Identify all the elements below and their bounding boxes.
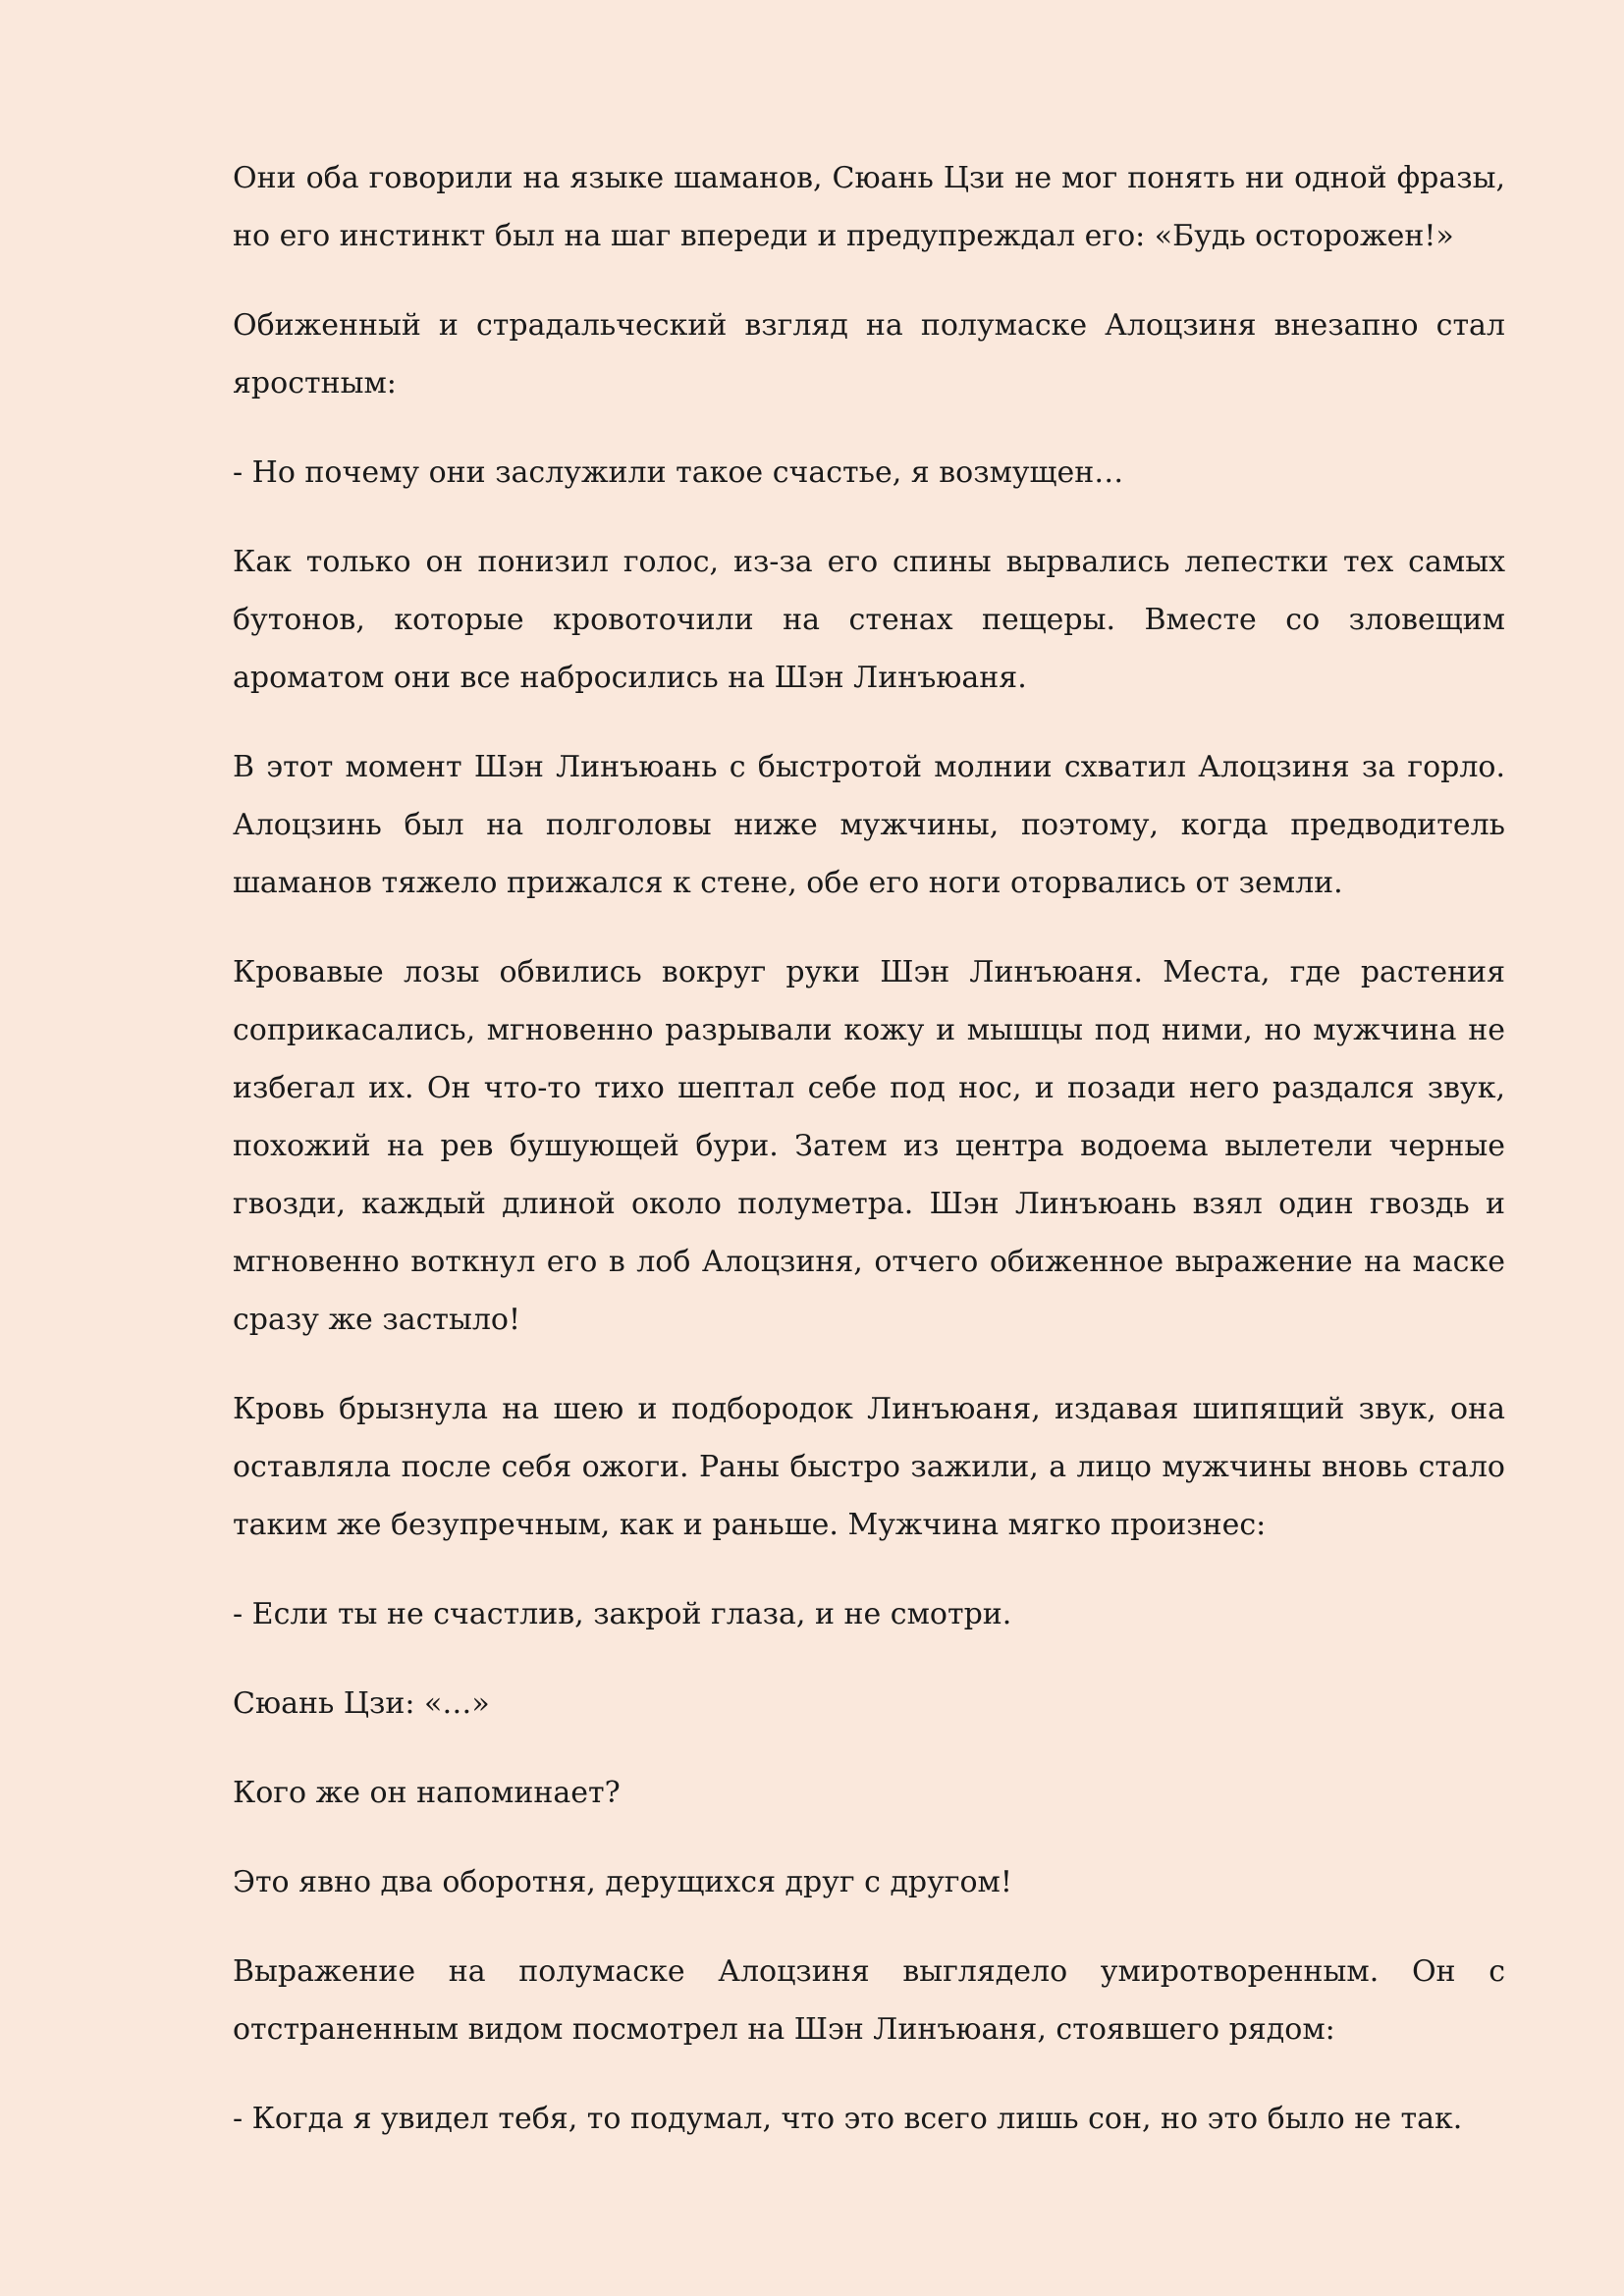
paragraph: Они оба говорили на языке шаманов, Сюань Цзи не мог понять ни одной фразы, но его инстинкт был на шаг впереди и предупреждал его: «Будь осторожен!» <box>233 161 1505 253</box>
paragraph: Это явно два оборотня, дерущихся друг с другом! <box>233 1865 1012 1899</box>
paragraph: Выражение на полумаске Алоцзиня выглядело умиротворенным. Он с отстраненным видом посмотрел на Шэн Линъюаня, стоявшего рядом: <box>233 1954 1505 2047</box>
paragraph: - Когда я увидел тебя, то подумал, что это всего лишь сон, но это было не так. <box>233 2102 1463 2136</box>
paragraph: Как только он понизил голос, из-за его спины вырвались лепестки тех самых бутонов, которые кровоточили на стенах пещеры. Вместе со зловещим ароматом они все набросились на Шэн Линъюаня. <box>233 545 1505 695</box>
paragraph: Кровавые лозы обвились вокруг руки Шэн Линъюаня. Места, где растения соприкасались, мгновенно разрывали кожу и мышцы под ними, но мужчина не избегал их. Он что-то тихо шептал себе под нос, и позади него раздался звук, похожий на рев бушующей бури. Затем из центра водоема вылетели черные гвозди, каждый длиной около полуметра. Шэн Линъюань взял один гвоздь и мгновенно воткнул его в лоб Алоцзиня, отчего обиженное выражение на маске сразу же застыло! <box>233 955 1505 1337</box>
paragraph: Кровь брызнула на шею и подбородок Линъюаня, издавая шипящий звук, она оставляла после себя ожоги. Раны быстро зажили, а лицо мужчины вновь стало таким же безупречным, как и раньше. Мужчина мягко произнес: <box>233 1392 1505 1542</box>
paragraph: Обиженный и страдальческий взгляд на полумаске Алоцзиня внезапно стал яростным: <box>233 308 1505 400</box>
paragraph: - Если ты не счастлив, закрой глаза, и не смотри. <box>233 1597 1012 1631</box>
paragraph: Кого же он напоминает? <box>233 1776 621 1810</box>
paragraph: В этот момент Шэн Линъюань с быстротой молнии схватил Алоцзиня за горло. Алоцзинь был на полголовы ниже мужчины, поэтому, когда предводитель шаманов тяжело прижался к стене, обе его ноги оторвались от земли. <box>233 750 1505 900</box>
paragraph: - Но почему они заслужили такое счастье, я возмущен… <box>233 455 1124 490</box>
document-page <box>233 149 1505 2179</box>
paragraph: Сюань Цзи: «…» <box>233 1686 490 1721</box>
